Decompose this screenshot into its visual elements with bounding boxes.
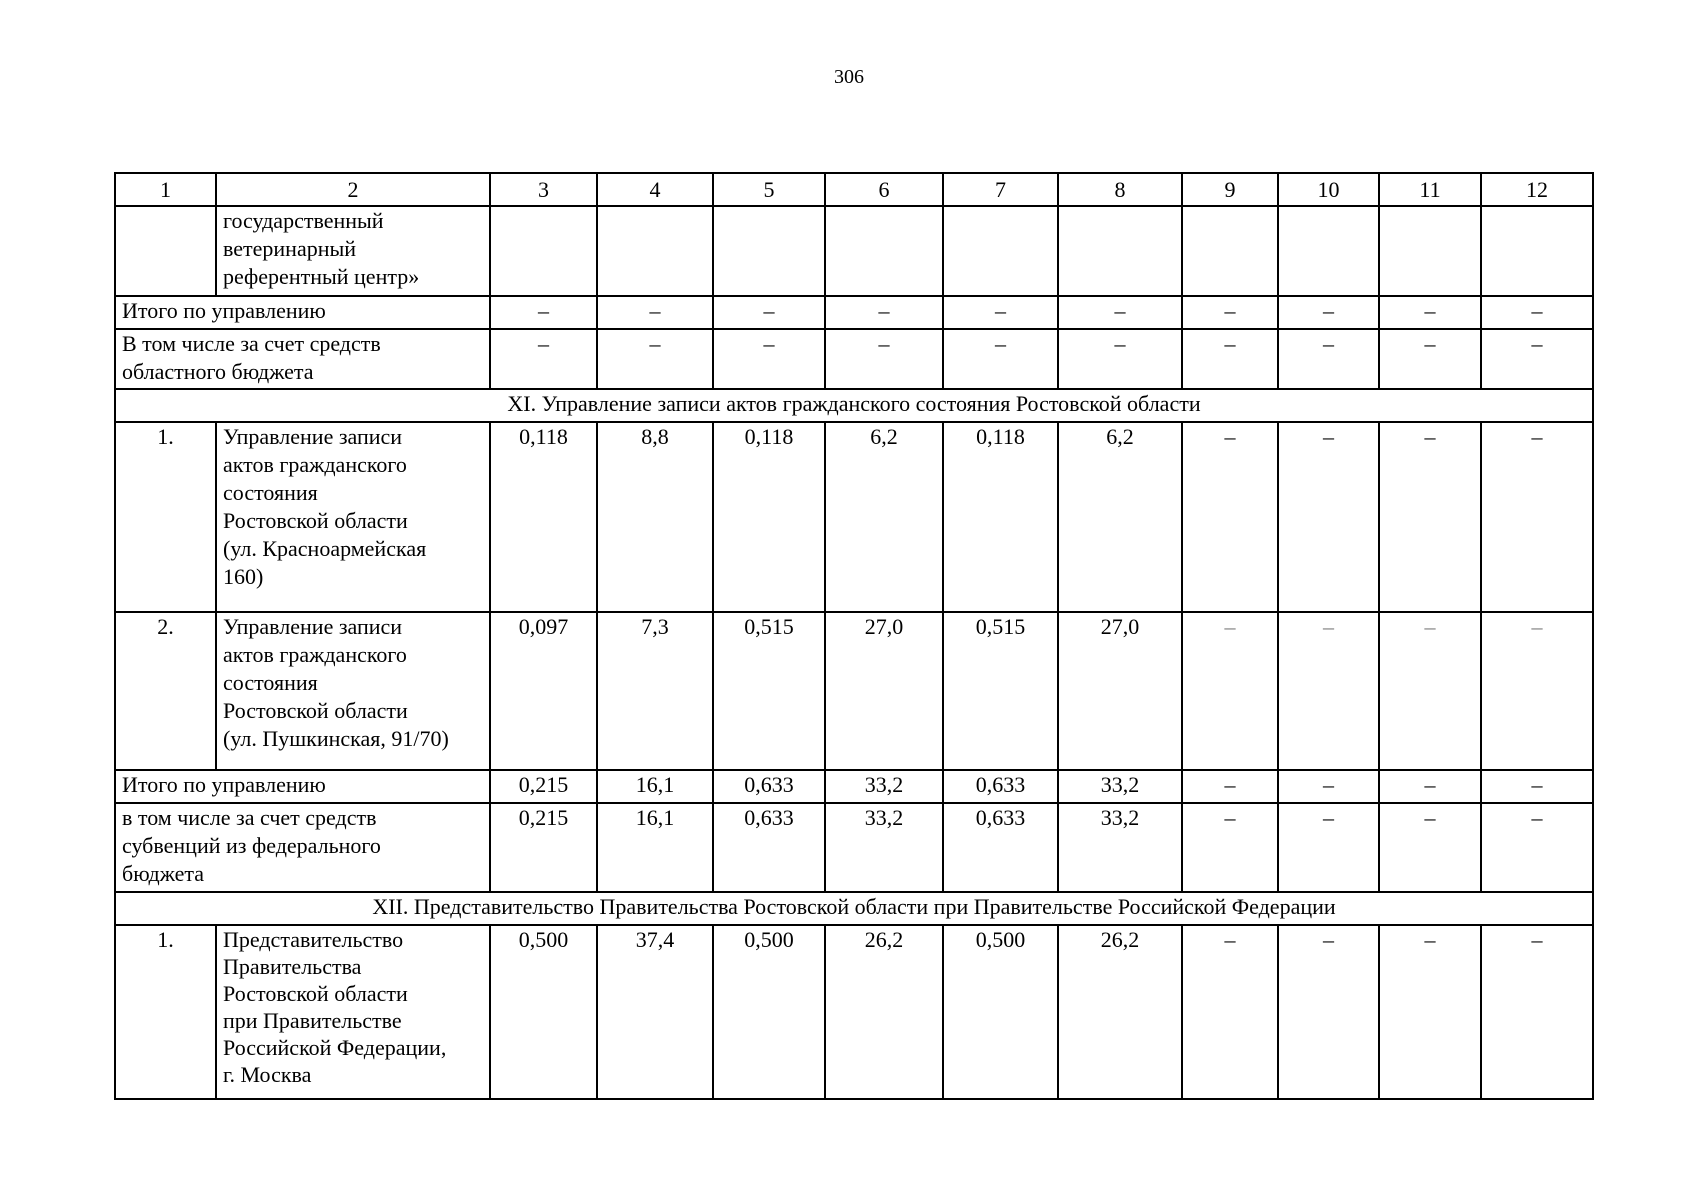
value-cell: 26,2 [825,925,943,1099]
section-title: XI. Управление записи актов гражданского состояния Ростовской области [115,389,1593,422]
dash-cell: – [1182,925,1278,1099]
value-cell [1481,206,1593,296]
dash-cell: – [1182,803,1278,892]
col-header: 5 [713,173,825,206]
dash-cell: – [1481,803,1593,892]
dash-cell: – [1481,925,1593,1099]
name-line: Правительства [223,954,362,979]
row-number: 1. [115,925,216,1099]
table-row [115,612,1593,770]
value-cell: 33,2 [825,770,943,803]
value-cell: 6,2 [1058,422,1182,612]
column-number-row [115,173,1593,206]
dash-cell: – [1379,422,1481,612]
dash-cell: – [1182,329,1278,389]
dash-cell: – [1182,422,1278,612]
label-line: бюджета [122,861,205,886]
dash-cell: – [713,329,825,389]
col-header: 3 [490,173,597,206]
value-cell [713,206,825,296]
value-cell: 33,2 [825,803,943,892]
value-cell: 26,2 [1058,925,1182,1099]
dash-cell: – [1278,422,1379,612]
value-cell: 0,500 [490,925,597,1099]
name-line: (ул. Пушкинская, 91/70) [223,726,449,751]
name-line: (ул. Красноармейская [223,536,427,561]
dash-cell: – [943,329,1058,389]
col-header: 1 [115,173,216,206]
col-header: 11 [1379,173,1481,206]
dash-cell: – [1278,925,1379,1099]
value-cell [1379,206,1481,296]
dash-cell: – [825,329,943,389]
value-cell [1182,206,1278,296]
name-line: Ростовской области [223,698,408,723]
value-cell [825,206,943,296]
total-row [115,296,1593,329]
dash-cell: – [1379,803,1481,892]
name-line: состояния [223,480,318,505]
dash-cell: – [1278,296,1379,329]
dash-cell: – [1058,329,1182,389]
total-label: Итого по управлению [115,770,490,803]
subtotal-row [115,803,1593,892]
value-cell: 33,2 [1058,803,1182,892]
name-line: г. Москва [223,1062,312,1087]
dash-cell: – [1379,770,1481,803]
value-cell: 37,4 [597,925,713,1099]
data-table [114,172,1594,1100]
label-line: в том числе за счет средств [122,805,377,830]
dash-cell: – [943,296,1058,329]
dash-cell: – [1481,296,1593,329]
dash-cell: – [597,296,713,329]
dash-cell: – [1379,329,1481,389]
name-line: Управление записи [223,614,403,639]
value-cell: 0,097 [490,612,597,770]
dash-cell: – [597,329,713,389]
name-line: Представительство [223,927,404,952]
value-cell: 33,2 [1058,770,1182,803]
dash-cell: – [1379,612,1481,770]
total-label: Итого по управлению [115,296,490,329]
value-cell: 0,215 [490,803,597,892]
value-cell: 0,515 [943,612,1058,770]
value-cell: 16,1 [597,803,713,892]
dash-cell: – [490,296,597,329]
subtotal-row [115,329,1593,389]
dash-cell: – [1058,296,1182,329]
total-row [115,770,1593,803]
dash-cell: – [1481,770,1593,803]
organization-name: государственный ветеринарный референтный центр» [216,206,490,296]
value-cell: 7,3 [597,612,713,770]
col-header: 12 [1481,173,1593,206]
dash-cell: – [1278,329,1379,389]
label-line: субвенций из федерального [122,833,381,858]
value-cell: 0,633 [713,770,825,803]
dash-cell: – [1182,296,1278,329]
value-cell [1058,206,1182,296]
name-line: Российской Федерации, [223,1035,447,1060]
name-line: при Правительстве [223,1008,402,1033]
dash-cell: – [1481,329,1593,389]
value-cell: 27,0 [1058,612,1182,770]
value-cell: 0,633 [943,770,1058,803]
col-header: 10 [1278,173,1379,206]
section-title: XII. Представительство Правительства Ростовской области при Правительстве Российской Федерации [115,892,1593,925]
dash-cell: – [1379,296,1481,329]
row-number [115,206,216,296]
value-cell: 0,215 [490,770,597,803]
value-cell [597,206,713,296]
col-header: 7 [943,173,1058,206]
value-cell: 0,633 [943,803,1058,892]
organization-name [216,925,490,1099]
dash-cell: – [1182,612,1278,770]
name-line: Ростовской области [223,508,408,533]
value-cell [1278,206,1379,296]
value-cell: 0,515 [713,612,825,770]
value-cell: 6,2 [825,422,943,612]
value-cell: 8,8 [597,422,713,612]
value-cell: 0,118 [943,422,1058,612]
dash-cell: – [825,296,943,329]
name-line: актов гражданского [223,452,407,477]
name-line: 160) [223,564,264,589]
value-cell [490,206,597,296]
table-row [115,925,1593,1099]
value-cell: 16,1 [597,770,713,803]
organization-name [216,612,490,770]
row-number: 1. [115,422,216,612]
value-cell: 0,633 [713,803,825,892]
col-header: 4 [597,173,713,206]
name-line: Ростовской области [223,981,408,1006]
dash-cell: – [1278,770,1379,803]
value-cell: 0,118 [490,422,597,612]
dash-cell: – [1278,803,1379,892]
col-header: 6 [825,173,943,206]
dash-cell: – [1379,925,1481,1099]
value-cell [943,206,1058,296]
value-cell: 0,500 [713,925,825,1099]
table-row [115,422,1593,612]
subtotal-label: В том числе за счет средств областного бюджета [115,329,490,389]
col-header: 9 [1182,173,1278,206]
dash-cell: – [490,329,597,389]
value-cell: 0,500 [943,925,1058,1099]
organization-name [216,422,490,612]
section-row [115,389,1593,422]
page-number: 306 [834,66,864,88]
name-line: состояния [223,670,318,695]
table-row [115,206,1593,296]
col-header: 8 [1058,173,1182,206]
dash-cell: – [1278,612,1379,770]
name-line: актов гражданского [223,642,407,667]
value-cell: 0,118 [713,422,825,612]
dash-cell: – [1481,612,1593,770]
section-row [115,892,1593,925]
dash-cell: – [1481,422,1593,612]
value-cell: 27,0 [825,612,943,770]
col-header: 2 [216,173,490,206]
subtotal-label [115,803,490,892]
row-number: 2. [115,612,216,770]
dash-cell: – [713,296,825,329]
dash-cell: – [1182,770,1278,803]
name-line: Управление записи [223,424,403,449]
